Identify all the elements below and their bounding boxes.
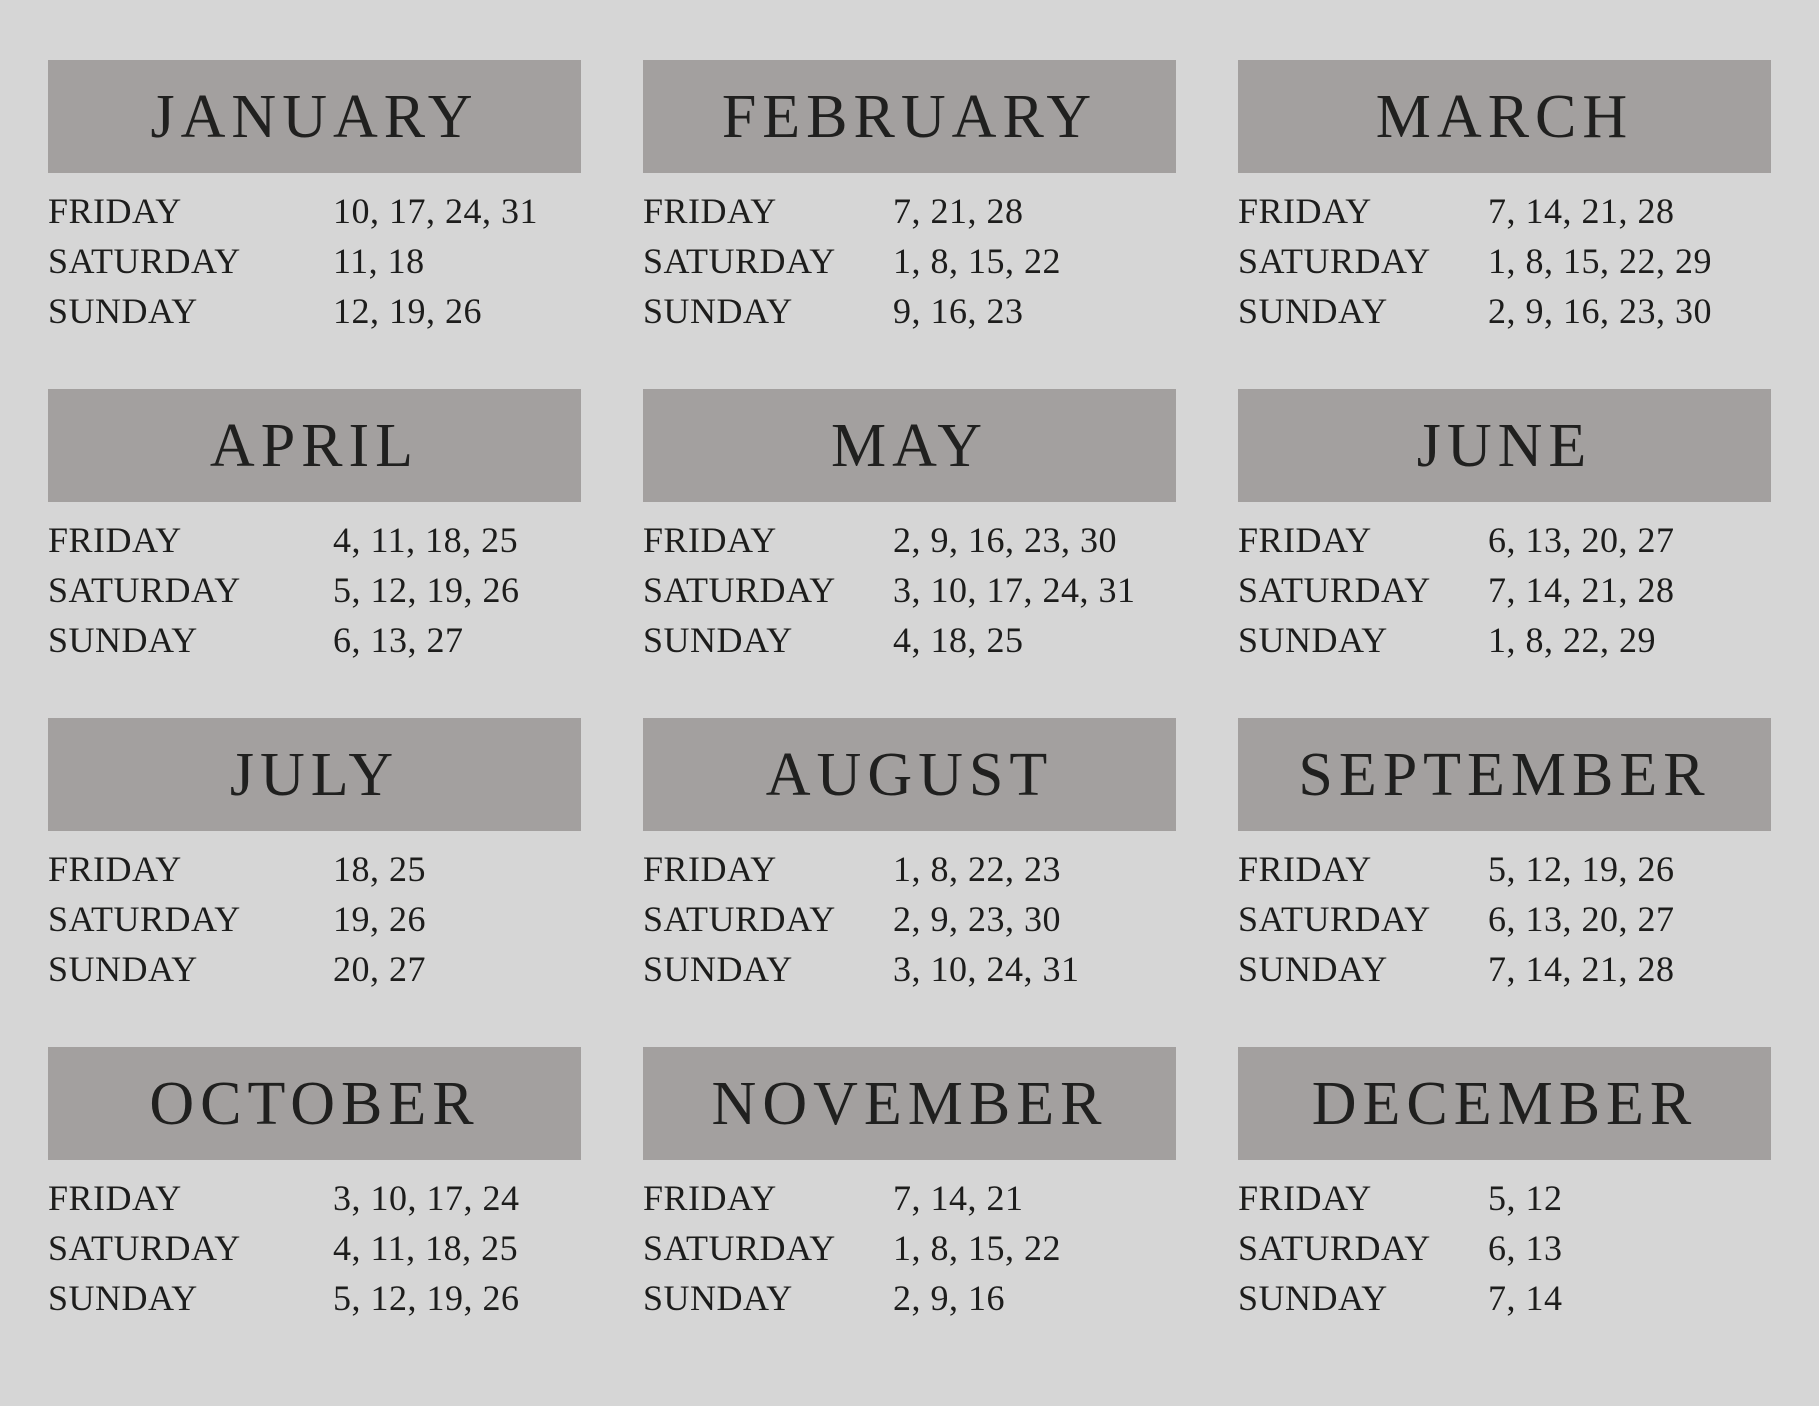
month-header-june <box>1238 389 1771 502</box>
day-dates-saturday: 4, 11, 18, 25 <box>333 1228 519 1268</box>
day-row-friday <box>643 1177 1176 1227</box>
month-title: APRIL <box>209 411 420 480</box>
day-row-friday <box>1238 190 1771 240</box>
day-label-saturday: SATURDAY <box>643 241 836 281</box>
day-label-friday: FRIDAY <box>48 849 182 889</box>
month-header-november <box>643 1047 1176 1160</box>
month-header-october <box>48 1047 581 1160</box>
day-dates-friday: 7, 14, 21 <box>893 1178 1024 1218</box>
month-header-september <box>1238 718 1771 831</box>
day-list <box>48 173 581 340</box>
day-row-sunday <box>1238 948 1771 998</box>
day-dates-saturday: 3, 10, 17, 24, 31 <box>893 570 1136 610</box>
day-dates-saturday: 2, 9, 23, 30 <box>893 899 1061 939</box>
day-row-friday <box>48 848 581 898</box>
month-header-february <box>643 60 1176 173</box>
month-title: FEBRUARY <box>721 82 1098 151</box>
day-row-saturday <box>643 1227 1176 1277</box>
day-label-sunday: SUNDAY <box>643 1278 793 1318</box>
day-dates-saturday: 11, 18 <box>333 241 425 281</box>
day-dates-saturday: 7, 14, 21, 28 <box>1488 570 1675 610</box>
month-title: MARCH <box>1375 82 1634 151</box>
month-card-november <box>643 1047 1176 1366</box>
day-row-saturday <box>643 569 1176 619</box>
day-dates-friday: 6, 13, 20, 27 <box>1488 520 1675 560</box>
month-card-february <box>643 60 1176 379</box>
day-label-friday: FRIDAY <box>1238 1178 1372 1218</box>
month-title: JANUARY <box>150 82 479 151</box>
month-card-december <box>1238 1047 1771 1366</box>
day-row-sunday <box>643 290 1176 340</box>
day-row-friday <box>643 519 1176 569</box>
month-title: JUNE <box>1416 411 1593 480</box>
day-row-saturday <box>643 898 1176 948</box>
day-row-friday <box>643 848 1176 898</box>
day-dates-friday: 5, 12, 19, 26 <box>1488 849 1675 889</box>
day-row-friday <box>1238 519 1771 569</box>
day-row-saturday <box>1238 240 1771 290</box>
day-label-friday: FRIDAY <box>48 191 182 231</box>
day-row-friday <box>48 519 581 569</box>
day-dates-saturday: 1, 8, 15, 22 <box>893 1228 1061 1268</box>
month-card-june <box>1238 389 1771 708</box>
day-label-saturday: SATURDAY <box>48 570 241 610</box>
day-dates-sunday: 5, 12, 19, 26 <box>333 1278 520 1318</box>
month-title: NOVEMBER <box>711 1069 1108 1138</box>
day-row-sunday <box>1238 1277 1771 1327</box>
day-label-saturday: SATURDAY <box>1238 241 1431 281</box>
day-row-saturday <box>643 240 1176 290</box>
day-row-sunday <box>48 1277 581 1327</box>
day-row-friday <box>48 190 581 240</box>
day-list <box>643 831 1176 998</box>
day-list <box>48 1160 581 1327</box>
month-card-january <box>48 60 581 379</box>
day-dates-sunday: 4, 18, 25 <box>893 620 1024 660</box>
day-label-sunday: SUNDAY <box>48 1278 198 1318</box>
day-dates-sunday: 3, 10, 24, 31 <box>893 949 1080 989</box>
day-dates-friday: 7, 14, 21, 28 <box>1488 191 1675 231</box>
month-title: OCTOBER <box>149 1069 480 1138</box>
day-label-sunday: SUNDAY <box>1238 291 1388 331</box>
day-label-friday: FRIDAY <box>643 520 777 560</box>
month-card-may <box>643 389 1176 708</box>
day-dates-saturday: 6, 13 <box>1488 1228 1563 1268</box>
day-label-friday: FRIDAY <box>48 520 182 560</box>
day-label-friday: FRIDAY <box>643 1178 777 1218</box>
day-dates-sunday: 1, 8, 22, 29 <box>1488 620 1656 660</box>
day-label-sunday: SUNDAY <box>1238 949 1388 989</box>
day-row-saturday <box>1238 569 1771 619</box>
day-dates-friday: 5, 12 <box>1488 1178 1563 1218</box>
day-list <box>643 502 1176 669</box>
month-header-march <box>1238 60 1771 173</box>
day-row-sunday <box>643 1277 1176 1327</box>
day-label-friday: FRIDAY <box>1238 191 1372 231</box>
day-dates-friday: 2, 9, 16, 23, 30 <box>893 520 1117 560</box>
day-row-sunday <box>48 290 581 340</box>
month-title: JULY <box>229 740 400 809</box>
day-label-friday: FRIDAY <box>643 849 777 889</box>
day-dates-sunday: 9, 16, 23 <box>893 291 1024 331</box>
month-header-january <box>48 60 581 173</box>
month-card-july <box>48 718 581 1037</box>
day-label-sunday: SUNDAY <box>48 949 198 989</box>
day-label-saturday: SATURDAY <box>48 1228 241 1268</box>
day-label-saturday: SATURDAY <box>48 899 241 939</box>
day-label-friday: FRIDAY <box>1238 849 1372 889</box>
day-dates-sunday: 2, 9, 16, 23, 30 <box>1488 291 1712 331</box>
day-list <box>1238 831 1771 998</box>
day-dates-friday: 3, 10, 17, 24 <box>333 1178 520 1218</box>
day-label-sunday: SUNDAY <box>48 291 198 331</box>
day-label-saturday: SATURDAY <box>1238 570 1431 610</box>
day-dates-friday: 10, 17, 24, 31 <box>333 191 538 231</box>
month-title: AUGUST <box>765 740 1054 809</box>
month-card-september <box>1238 718 1771 1037</box>
month-header-december <box>1238 1047 1771 1160</box>
day-label-sunday: SUNDAY <box>643 291 793 331</box>
day-dates-sunday: 7, 14, 21, 28 <box>1488 949 1675 989</box>
day-dates-sunday: 6, 13, 27 <box>333 620 464 660</box>
day-dates-friday: 4, 11, 18, 25 <box>333 520 519 560</box>
day-label-friday: FRIDAY <box>1238 520 1372 560</box>
month-header-may <box>643 389 1176 502</box>
day-label-sunday: SUNDAY <box>643 949 793 989</box>
day-dates-sunday: 2, 9, 16 <box>893 1278 1005 1318</box>
day-label-sunday: SUNDAY <box>1238 1278 1388 1318</box>
day-row-saturday <box>48 1227 581 1277</box>
day-dates-sunday: 7, 14 <box>1488 1278 1563 1318</box>
day-list <box>1238 502 1771 669</box>
day-row-friday <box>1238 1177 1771 1227</box>
day-label-saturday: SATURDAY <box>1238 1228 1431 1268</box>
month-header-april <box>48 389 581 502</box>
month-card-october <box>48 1047 581 1366</box>
month-card-april <box>48 389 581 708</box>
day-dates-saturday: 6, 13, 20, 27 <box>1488 899 1675 939</box>
day-label-friday: FRIDAY <box>643 191 777 231</box>
day-row-saturday <box>48 240 581 290</box>
month-header-august <box>643 718 1176 831</box>
day-dates-saturday: 1, 8, 15, 22 <box>893 241 1061 281</box>
day-label-sunday: SUNDAY <box>48 620 198 660</box>
day-row-friday <box>48 1177 581 1227</box>
day-row-friday <box>643 190 1176 240</box>
day-dates-sunday: 20, 27 <box>333 949 426 989</box>
day-row-sunday <box>1238 290 1771 340</box>
day-dates-friday: 7, 21, 28 <box>893 191 1024 231</box>
day-row-sunday <box>643 619 1176 669</box>
day-label-saturday: SATURDAY <box>643 1228 836 1268</box>
day-list <box>1238 1160 1771 1327</box>
day-dates-saturday: 19, 26 <box>333 899 426 939</box>
day-row-sunday <box>48 619 581 669</box>
month-title: SEPTEMBER <box>1298 740 1711 809</box>
day-label-saturday: SATURDAY <box>643 570 836 610</box>
day-list <box>48 831 581 998</box>
day-dates-friday: 1, 8, 22, 23 <box>893 849 1061 889</box>
month-header-july <box>48 718 581 831</box>
day-dates-friday: 18, 25 <box>333 849 426 889</box>
day-list <box>1238 173 1771 340</box>
month-card-august <box>643 718 1176 1037</box>
day-row-saturday <box>48 569 581 619</box>
month-title: DECEMBER <box>1311 1069 1698 1138</box>
day-dates-saturday: 1, 8, 15, 22, 29 <box>1488 241 1712 281</box>
month-title: MAY <box>831 411 988 480</box>
day-list <box>643 1160 1176 1327</box>
day-row-sunday <box>1238 619 1771 669</box>
day-list <box>643 173 1176 340</box>
day-label-sunday: SUNDAY <box>643 620 793 660</box>
day-row-friday <box>1238 848 1771 898</box>
day-row-saturday <box>1238 1227 1771 1277</box>
day-dates-sunday: 12, 19, 26 <box>333 291 482 331</box>
day-label-sunday: SUNDAY <box>1238 620 1388 660</box>
day-row-saturday <box>1238 898 1771 948</box>
day-row-sunday <box>48 948 581 998</box>
day-dates-saturday: 5, 12, 19, 26 <box>333 570 520 610</box>
day-label-saturday: SATURDAY <box>643 899 836 939</box>
day-row-sunday <box>643 948 1176 998</box>
month-card-march <box>1238 60 1771 379</box>
day-label-saturday: SATURDAY <box>48 241 241 281</box>
day-list <box>48 502 581 669</box>
day-row-saturday <box>48 898 581 948</box>
day-label-friday: FRIDAY <box>48 1178 182 1218</box>
day-label-saturday: SATURDAY <box>1238 899 1431 939</box>
